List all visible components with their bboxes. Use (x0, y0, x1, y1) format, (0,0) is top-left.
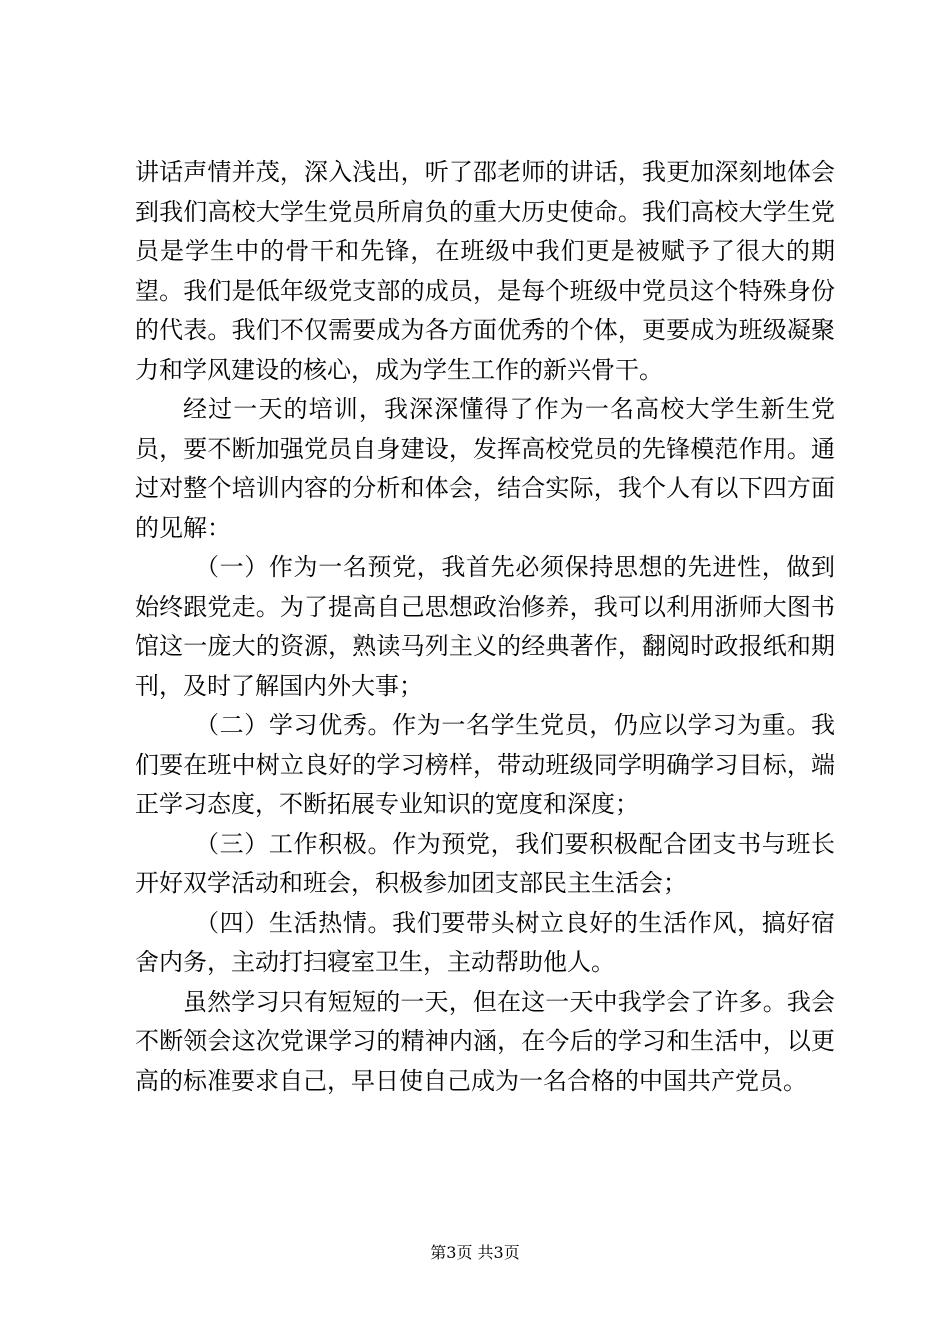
paragraph-point-two: （二）学习优秀。作为一名学生党员，仍应以学习为重。我们要在班中树立良好的学习榜样，带动班级同学明确学习目标，端正学习态度，不断拓展专业知识的宽度和深度； (135, 711, 835, 818)
paragraph-point-four: （四）生活热情。我们要带头树立良好的生活作风，搞好宿舍内务，主动打扫寝室卫生，主动帮助他人。 (135, 908, 835, 976)
paragraph-speech-reflection: 讲话声情并茂，深入浅出，听了邵老师的讲话，我更加深刻地体会到我们高校大学生党员所肩负的重大历史使命。我们高校大学生党员是学生中的骨干和先锋，在班级中我们更是被赋予了很大的期望。我们是低年级党支部的成员，是每个班级中党员这个特殊身份的代表。我们不仅需要成为各方面优秀的个体，更要成为班级凝聚力和学风建设的核心，成为学生工作的新兴骨干。 (135, 158, 835, 384)
document-body (135, 153, 835, 1101)
paragraph-training-summary: 经过一天的培训，我深深懂得了作为一名高校大学生新生党员，要不断加强党员自身建设，发挥高校党员的先锋模范作用。通过对整个培训内容的分析和体会，结合实际，我个人有以下四方面的见解： (135, 395, 835, 542)
page-number-footer: 第3页 共3页 (430, 1243, 520, 1262)
paragraph-point-one: （一）作为一名预党，我首先必须保持思想的先进性，做到始终跟党走。为了提高自己思想政治修养，我可以利用浙师大图书馆这一庞大的资源，熟读马列主义的经典著作，翻阅时政报纸和期刊，及时了解国内外大事； (135, 553, 835, 700)
paragraph-point-three: （三）工作积极。作为预党，我们要积极配合团支书与班长开好双学活动和班会，积极参加团支部民主生活会； (135, 829, 835, 897)
paragraph-conclusion: 虽然学习只有短短的一天，但在这一天中我学会了许多。我会不断领会这次党课学习的精神内涵，在今后的学习和生活中，以更高的标准要求自己，早日使自己成为一名合格的中国共产党员。 (135, 987, 835, 1095)
